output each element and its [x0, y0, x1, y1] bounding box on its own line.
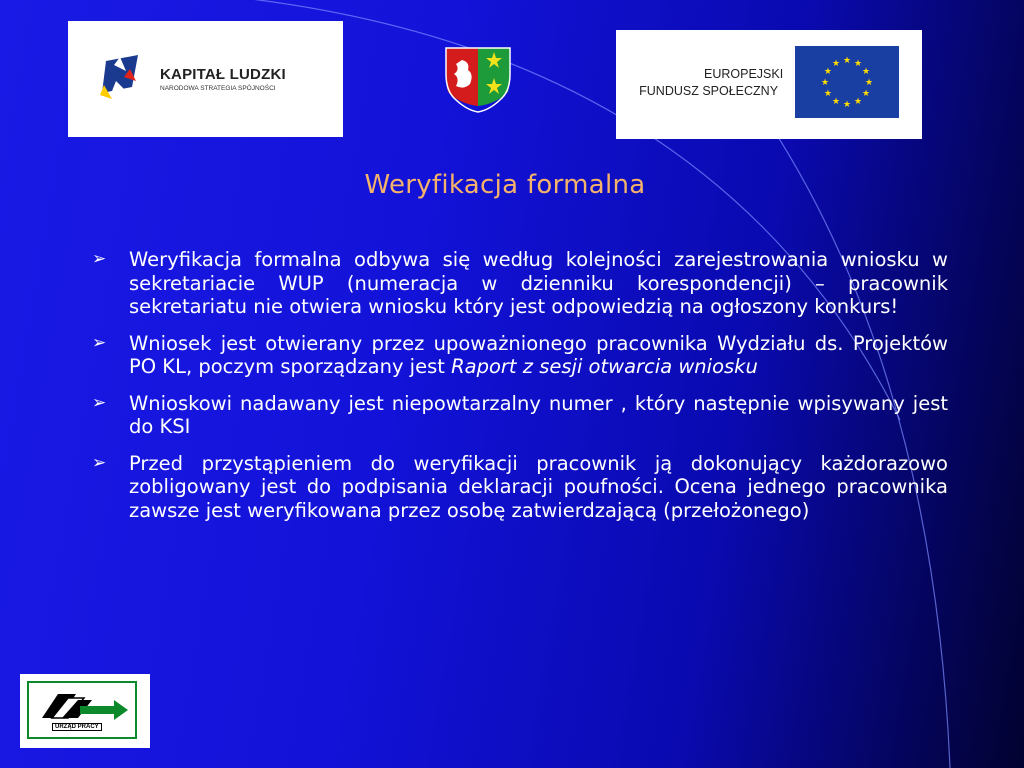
- eu-star-icon: ★: [842, 56, 852, 66]
- eu-star-icon: ★: [842, 100, 852, 110]
- page-title: Weryfikacja formalna: [364, 170, 646, 200]
- eu-star-icon: ★: [831, 58, 841, 69]
- bullet-list: [90, 248, 948, 535]
- efs-line1: EUROPEJSKI: [704, 67, 784, 81]
- efs-line2: FUNDUSZ SPOŁECZNY: [639, 84, 779, 98]
- arrow-bullet-icon: ➢: [92, 332, 107, 353]
- kapital-ludzki-emblem-icon: [98, 49, 158, 109]
- bullet-text: Przed przystąpieniem do weryfikacji pracownik ją dokonujący każdorazowo zobligowany jest do podpisania deklaracji poufności. Ocena jednego pracownika zawsze jest weryfikowana przez osobę zatwierdzającą (przełożonego): [129, 451, 948, 522]
- bullet-item: [90, 392, 948, 439]
- arrow-bullet-icon: ➢: [92, 392, 107, 413]
- eu-star-icon: ★: [862, 89, 871, 99]
- eu-star-icon: ★: [823, 89, 832, 99]
- eu-star-icon: ★: [831, 97, 841, 108]
- efs-logo: [616, 30, 922, 139]
- bullet-text: Wniosek jest otwierany przez upoważnionego pracownika Wydziału ds. Projektów PO KL, poczym sporządzany jest: [129, 331, 948, 378]
- kapital-ludzki-subtitle: NARODOWA STRATEGIA SPÓJNOŚCI: [160, 85, 276, 92]
- kapital-ludzki-logo: [68, 21, 343, 137]
- bullet-text: Weryfikacja formalna odbywa się według kolejności zarejestrowania wniosku w sekretariacie WUP (numeracja w dzienniku korespondencji) – pracownik sekretariatu nie otwiera wniosku który jest odpowiedzią na ogłoszony konkurs!: [129, 248, 948, 318]
- eu-star-icon: ★: [864, 78, 874, 88]
- urzad-pracy-emblem-icon: [40, 688, 132, 724]
- eu-star-icon: ★: [823, 67, 832, 77]
- urzad-pracy-logo: [20, 674, 150, 748]
- eu-star-icon: ★: [853, 58, 863, 69]
- coat-of-arms-icon: [442, 44, 514, 116]
- eu-flag-icon: [795, 46, 899, 118]
- kapital-ludzki-title: KAPITAŁ LUDZKI: [160, 66, 286, 83]
- eu-star-icon: ★: [853, 97, 863, 108]
- arrow-bullet-icon: ➢: [92, 452, 107, 473]
- bullet-text: Wnioskowi nadawany jest niepowtarzalny numer , który następnie wpisywany jest do KSI: [129, 391, 948, 438]
- bullet-item: [90, 332, 948, 379]
- eu-star-icon: ★: [820, 78, 830, 88]
- bullet-italic-text: Raport z sesji otwarcia wniosku: [451, 355, 758, 378]
- efs-text: [634, 66, 783, 100]
- eu-star-icon: ★: [862, 67, 871, 77]
- arrow-bullet-icon: ➢: [92, 249, 107, 269]
- bullet-item: [90, 248, 948, 319]
- urzad-pracy-label: URZĄD PRACY: [52, 723, 102, 731]
- bullet-item: [90, 452, 948, 523]
